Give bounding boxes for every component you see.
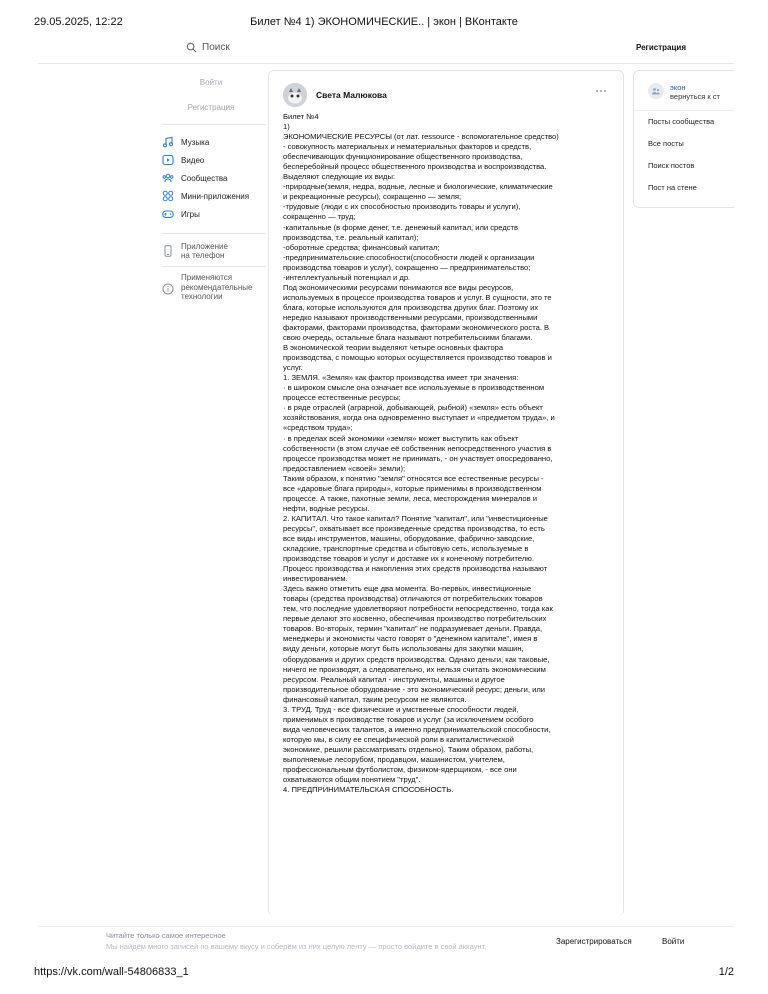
community-row[interactable] (634, 71, 734, 111)
post-header (283, 83, 387, 107)
login-link[interactable]: Войти (199, 78, 223, 87)
post-text: Билет №4 1) ЭКОНОМИЧЕСКИЕ РЕСУРСЫ (от лат. ressource - вспомогательное средство) - совокупность материальных и нематериальных факторов и средств, обеспечивающих функционирование общественного производства, бесперебойный процесс общественного производства и воспроизводства. Выделяют следующие их виды: -природные(земля, недра, водные, лесные и биологические, климатические и рекреационные ресурсы), сокращенно — земля; -трудовые (люди с их способностью производить товары и услуги), сокращенно — труд; -капитальные (в форме денег, т.е. денежный капитал, или средств производства, т.е. реальный капитал); -оборотные средства; финансовый капитал; -предпринимательские способности(способности людей к организации производства товаров и услуг), сокращенно — предпринимательство; -интеллектуальный потенциал и др. Под экономическими ресурсами понимаются все виды ресурсов, используемых в процессе производства товаров и услуг. В сущности, это те блага, которые используются для производства других благ. Поэтому их нередко называют производственными ресурсами, производственными факторами, факторами производства, факторами экономического роста. В свою очередь, остальные блага называют потребительскими благами. В экономической теории выделяют четыре основных фактора производства, с помощью которых осуществляется производство товаров и услуг. 1. ЗЕМЛЯ. «Земля» как фактор производства имеет три значения: · в широком смысле она означает все используемые в производственном процессе естественные ресурсы; · в ряде отраслей (аграрной, добывающей, рыбной) «земля» есть объект хозяйствования, когда она одновременно выступает и «предметом труда», и «средством труда»; · в пределах всей экономики «земля» может выступить как объект собственности (в этом случае её собственник непосредственного участия в процессе производства может не принимать, - он участвует опосредованно, предоставлением «своей» земли); Таким образом, к понятию "земля" относятся все естественные ресурсы - все «даровые блага природы», которые применимы в производственном процессе. А также, пахотные земли, леса, месторождения минералов и нефти, водные ресурсы. 2. КАПИТАЛ. Что такое капитал? Понятие "капитал", или "инвестиционные ресурсы", охватывает все произведенные средства производства, то есть все виды инструментов, машины, оборудование, фабрично-заводские, складские, транспортные средства и сбытовую сеть, используемые в производстве товаров и услуг и доставке их к конечному потребителю. Процесс производства и накопления этих средств производства называют инвестированием. Здесь важно отметить еще два момента. Во-первых, инвестиционные товары (средства производства) отличаются от потребительских товаров тем, что последние удовлетворяют потребности непосредственно, тогда как первые делают это косвенно, обеспечивая производство потребительских товаров. Во-вторых, термин "капитал" не подразумевает деньги. Правда, менеджеры и экономисты часто говорят о "денежном капитале", имея в виду деньги, которые могут быть использованы для закупки машин, оборудования и других средств производства. Однако деньги, как таковые, ничего не производят, а следовательно, их нельзя считать экономическим ресурсом. Реальный капитал - инструменты, машины и другое производительное оборудование - это экономический ресурс; деньги, или финансовый капитал, таким ресурсом не являются. 3. ТРУД. Труд - все физические и умственные способности людей, применимых в производстве товаров и услуг (за исключением особого вида человеческих талантов, а именно предпринимательской способности, которую мы, в силу ее специфической роли в капиталистической экономике, решили рассматривать отдельно). Таким образом, работы, выполняемые лесорубом, продавцом, машинистом, учителем, профессиональным футболистом, физиком-ядерщиком, - все они охватываются общим понятием "труд". 4. ПРЕДПРИНИМАТЕЛЬСКАЯ СПОСОБНОСТЬ. (283, 112, 559, 795)
back-to-article-link[interactable]: вернуться к ст (670, 92, 720, 101)
nav-label-mobile-app: Приложение на телефон (181, 242, 228, 261)
nav-item-mobile-app[interactable] (162, 242, 232, 260)
divider (162, 124, 266, 125)
communities-icon (162, 172, 174, 184)
nav-label-communities: Сообщества (181, 173, 228, 183)
nav-item-communities[interactable] (162, 169, 266, 187)
search-field[interactable] (186, 42, 230, 53)
nav-label-games: Игры (181, 209, 200, 219)
nav-label-recommendations: Применяются рекомендательные технологии (181, 273, 253, 301)
wall-post-link[interactable]: Пост на стене (648, 183, 697, 192)
community-card (633, 70, 734, 208)
signup-button[interactable]: Зарегистрироваться (556, 937, 632, 946)
nav-item-mini-apps[interactable] (162, 187, 266, 205)
nav-item-games[interactable] (162, 205, 266, 223)
nav-item-recommendations[interactable] (162, 273, 266, 301)
register-link[interactable]: Регистрация (635, 43, 686, 52)
community-posts-link[interactable]: Посты сообщества (648, 117, 715, 126)
games-icon (162, 208, 174, 220)
info-icon (162, 283, 174, 295)
phone-icon (162, 245, 174, 257)
divider (162, 233, 266, 234)
login-promo-bar (38, 926, 734, 956)
promo-title: Читайте только самое интересное (106, 931, 226, 940)
print-page-number: 1/2 (718, 966, 734, 978)
print-footer (0, 964, 768, 994)
login-button[interactable]: Войти (662, 937, 685, 946)
nav-item-music[interactable] (162, 133, 266, 151)
search-posts-link[interactable]: Поиск постов (648, 161, 695, 170)
left-nav (162, 78, 266, 305)
print-url: https://vk.com/wall-54806833_1 (34, 966, 189, 978)
top-bar (38, 40, 734, 64)
nav-label-music: Музыка (181, 137, 210, 147)
promo-subtitle: Мы найдём много записей по вашему вкусу и соберём из них целую ленту — просто войдите в свой аккаунт. (106, 942, 487, 951)
more-icon[interactable] (595, 89, 607, 93)
avatar[interactable] (283, 83, 307, 107)
wall-post (268, 70, 624, 916)
all-posts-link[interactable]: Все посты (648, 139, 684, 148)
print-title: Билет №4 1) ЭКОНОМИЧЕСКИЕ.. | экон | ВКонтакте (250, 16, 518, 28)
search-icon (186, 42, 197, 53)
mini-apps-icon (162, 190, 174, 202)
nav-item-video[interactable] (162, 151, 266, 169)
print-date: 29.05.2025, 12:22 (34, 16, 123, 28)
video-icon (162, 154, 174, 166)
divider (162, 266, 266, 267)
community-icon (651, 86, 661, 96)
nav-label-video: Видео (181, 155, 205, 165)
print-header (0, 0, 768, 40)
nav-label-mini-apps: Мини-приложения (181, 191, 250, 201)
register-nav-link[interactable]: Регистрация (187, 103, 235, 112)
search-label: Поиск (202, 42, 230, 53)
music-icon (162, 136, 174, 148)
community-name[interactable]: экон (670, 83, 686, 92)
avatar-image (283, 83, 307, 107)
post-author[interactable]: Света Малюкова (316, 90, 387, 100)
community-avatar (648, 83, 664, 99)
